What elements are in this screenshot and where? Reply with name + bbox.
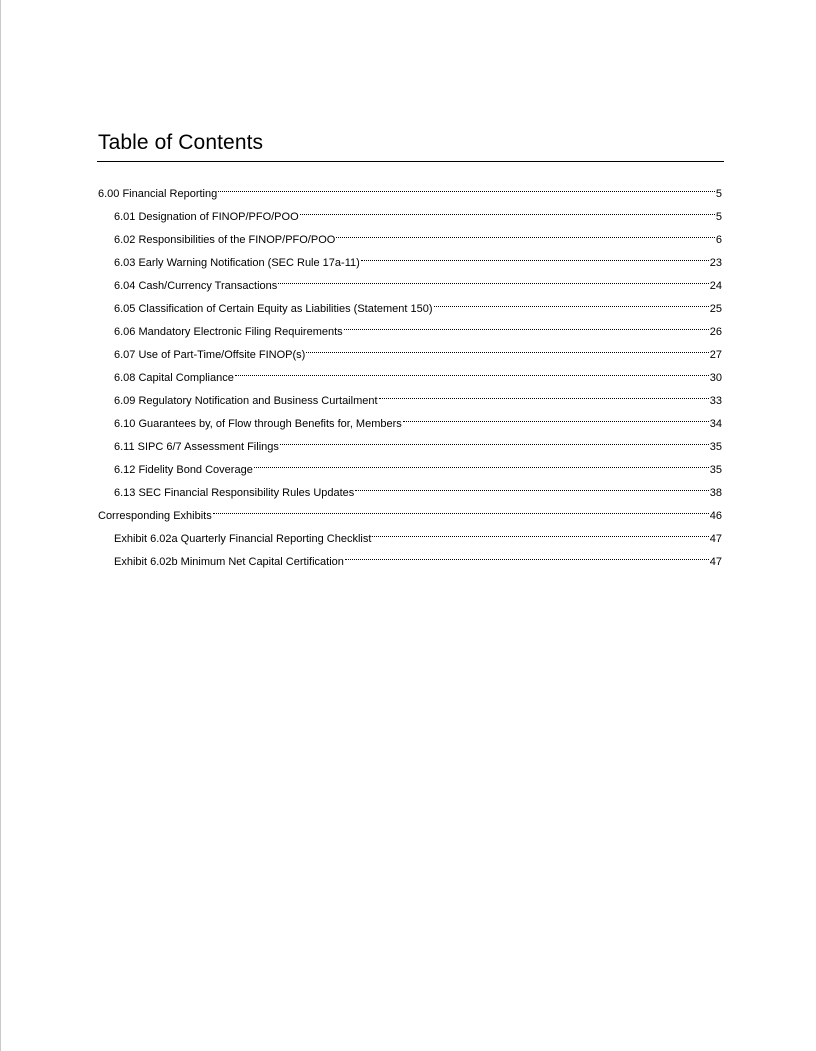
toc-entry-text: 6.10 Guarantees by, of Flow through Benefits for, Members	[114, 418, 402, 430]
toc-entry-text: Exhibit 6.02a Quarterly Financial Reporting Checklist	[114, 533, 372, 545]
toc-entry-text: 6.09 Regulatory Notification and Business Curtailment	[114, 395, 378, 407]
title-divider	[97, 161, 724, 162]
toc-page-number: 38	[709, 487, 722, 499]
toc-page-number: 23	[709, 257, 722, 269]
toc-page-number: 25	[709, 303, 722, 315]
toc-page-number: 47	[709, 533, 722, 545]
toc-entry-text: 6.06 Mandatory Electronic Filing Requirements	[114, 326, 343, 338]
toc-dot-leader	[278, 269, 709, 289]
toc-entry-text: 6.12 Fidelity Bond Coverage	[114, 464, 253, 476]
toc-entry-text: 6.08 Capital Compliance	[114, 372, 234, 384]
toc-entry-text: 6.04 Cash/Currency Transactions	[114, 280, 278, 292]
toc-dot-leader	[280, 430, 709, 450]
toc-entry-text: 6.11 SIPC 6/7 Assessment Filings	[114, 441, 279, 453]
toc-list	[98, 177, 722, 568]
toc-dot-leader	[345, 545, 709, 565]
toc-dot-leader	[344, 315, 709, 335]
toc-dot-leader	[254, 453, 709, 473]
toc-dot-leader	[361, 246, 709, 266]
toc-entry-text: 6.00 Financial Reporting	[98, 188, 218, 200]
toc-page-number: 47	[709, 556, 722, 568]
toc-entry-text: 6.13 SEC Financial Responsibility Rules Updates	[114, 487, 355, 499]
toc-dot-leader	[403, 407, 709, 427]
toc-entry-text: 6.01 Designation of FINOP/PFO/POO	[114, 211, 299, 223]
toc-dot-leader	[306, 338, 708, 358]
toc-page-number: 5	[715, 188, 722, 200]
toc-entry-text: Exhibit 6.02b Minimum Net Capital Certification	[114, 556, 344, 568]
toc-entry[interactable]	[98, 177, 722, 200]
toc-page-number: 34	[709, 418, 722, 430]
toc-page-number: 35	[709, 464, 722, 476]
toc-page-number: 27	[709, 349, 722, 361]
toc-entry-text: 6.03 Early Warning Notification (SEC Rule 17a-11)	[114, 257, 360, 269]
toc-dot-leader	[434, 292, 709, 312]
toc-dot-leader	[355, 476, 708, 496]
toc-entry-text: Corresponding Exhibits	[98, 510, 212, 522]
toc-entry-text: 6.07 Use of Part-Time/Offsite FINOP(s)	[114, 349, 306, 361]
toc-page-number: 26	[709, 326, 722, 338]
toc-page-number: 30	[709, 372, 722, 384]
toc-dot-leader	[379, 384, 709, 404]
toc-entry-text: 6.02 Responsibilities of the FINOP/PFO/POO	[114, 234, 336, 246]
toc-page-number: 35	[709, 441, 722, 453]
toc-dot-leader	[218, 177, 715, 197]
toc-title: Table of Contents	[98, 131, 264, 154]
toc-page-number: 24	[709, 280, 722, 292]
toc-page-number: 6	[715, 234, 722, 246]
toc-dot-leader	[336, 223, 715, 243]
toc-page-number: 5	[715, 211, 722, 223]
toc-dot-leader	[300, 200, 715, 220]
toc-page-number: 46	[709, 510, 722, 522]
toc-entry-text: 6.05 Classification of Certain Equity as Liabilities (Statement 150)	[114, 303, 433, 315]
toc-dot-leader	[235, 361, 709, 381]
toc-dot-leader	[213, 499, 709, 519]
toc-dot-leader	[372, 522, 708, 542]
toc-page-number: 33	[709, 395, 722, 407]
